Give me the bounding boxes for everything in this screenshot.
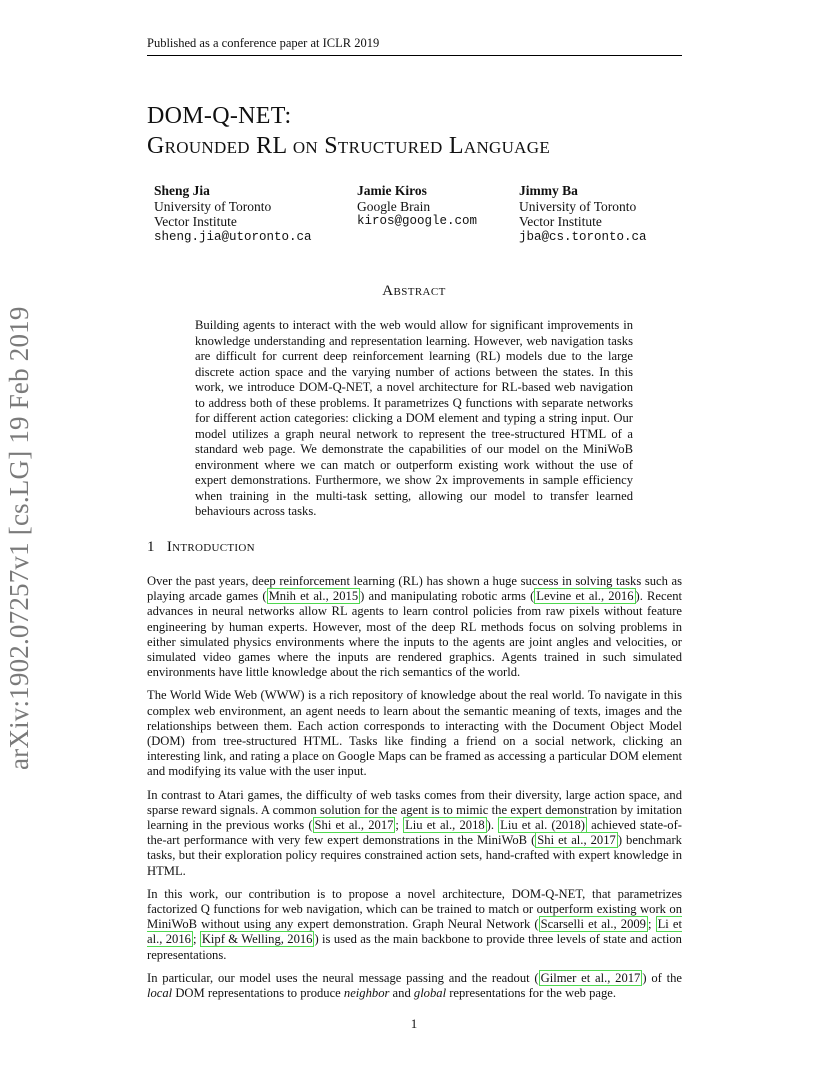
citation-link[interactable]: Shi et al., 2017 xyxy=(314,818,394,833)
citation-link[interactable]: Kipf & Welling, 2016 xyxy=(201,932,313,947)
paper-title-line2: Grounded RL on Structured Language xyxy=(147,133,551,159)
paper-title-line1: DOM-Q-NET: xyxy=(147,103,292,129)
citation-link[interactable]: Shi et al., 2017 xyxy=(537,833,616,848)
paragraph: In particular, our model uses the neural message passing and the readout ( Gilmer et al., 2017 ) of the local DOM representations to produce neighbor and global representations for the web page. xyxy=(147,970,682,1001)
author-affiliation: University of Toronto xyxy=(519,198,637,214)
paragraph: Over the past years, deep reinforcement learning (RL) has shown a huge success in solving tasks such as playing arcade games ( Mnih et al., 2015 ) and manipulating robotic arms ( Levine et al., 2016 ). Recent advances in neural networks allow RL agents to learn control policies from raw pixels without feature engineering by human experts. However, most of the deep RL methods focus on solving problems in either simulated physics environments where the inputs to the agents are joint angles and velocities, or simulated video games where the inputs are rendered graphics. Agents trained in such simulated environments have little knowledge about the rich semantics of the world. xyxy=(147,574,683,680)
section-title: Introduction xyxy=(166,539,255,555)
citation-link[interactable]: Mnih et al., 2015 xyxy=(268,589,359,604)
author-email: sheng.jia@utoronto.ca xyxy=(154,229,312,244)
section-number: 1 xyxy=(147,539,155,555)
citation-link[interactable]: Scarselli et al., 2009 xyxy=(540,917,646,932)
citation-link[interactable]: Liu et al. (2018) xyxy=(500,818,585,833)
citation-link[interactable]: Gilmer et al., 2017 xyxy=(540,970,641,985)
author-block xyxy=(154,183,312,245)
section-heading xyxy=(147,539,255,556)
author-name: Sheng Jia xyxy=(154,183,210,198)
author-name: Jimmy Ba xyxy=(519,183,578,198)
author-email: kiros@google.com xyxy=(357,214,478,228)
author-name: Jamie Kiros xyxy=(357,183,427,198)
page-number: 1 xyxy=(410,1016,418,1031)
author-affiliation: Vector Institute xyxy=(519,214,602,229)
author-affiliation: University of Toronto xyxy=(154,198,272,214)
author-affiliation: Google Brain xyxy=(357,198,431,214)
paragraph: The World Wide Web (WWW) is a rich repository of knowledge about the real world. To navigate in this complex web environment, an agent needs to learn about the semantic meaning of texts, images and the relationships between them. Each action corresponds to interacting with the Document Object Model (DOM) from tree-structured HTML. Tasks like finding a friend on a social network, clicking an interesting link, and rating a place on Google Maps can be framed as accessing a particular DOM element and modifying its value with the user input. xyxy=(147,688,682,779)
author-block xyxy=(519,183,647,245)
citation-link[interactable]: Levine et al., 2016 xyxy=(536,589,634,604)
citation-link[interactable]: Li et al., 2016 xyxy=(147,917,682,947)
paragraph: In this work, our contribution is to propose a novel architecture, DOM-Q-NET, that parametrizes factorized Q functions for web navigation, which can be trained to match or outperform existing work on MiniWoB without using any expert demonstration. Graph Neural Network ( Scarselli et al., 2009 ; Li et al., 2016 ; Kipf & Welling, 2016 ) is used as the main backbone to provide three levels of state and action representations. xyxy=(147,886,682,962)
body-text xyxy=(147,574,682,1009)
citation-link[interactable]: Liu et al., 2018 xyxy=(405,818,485,833)
author-affiliation: Vector Institute xyxy=(154,214,237,229)
abstract-heading: Abstract xyxy=(382,283,446,299)
running-header: Published as a conference paper at ICLR 2019 xyxy=(147,36,682,56)
arxiv-identifier: arXiv:1902.07257v1 [cs.LG] 19 Feb 2019 xyxy=(4,306,34,770)
author-block xyxy=(357,183,477,230)
author-email: jba@cs.toronto.ca xyxy=(519,229,647,244)
abstract-text: Building agents to interact with the web would allow for significant improvements in knowledge understanding and representation learning. However, web navigation tasks are difficult for current deep reinforcement learning (RL) models due to the large discrete action space and the varying number of actions between the states. In this work, we introduce DOM-Q-NET, a novel architecture for RL-based web navigation to address both of these problems. It parametrizes Q functions with separate networks for different action categories: clicking a DOM element and typing a string input. Our model utilizes a graph neural network to represent the tree-structured HTML of a standard web page. We demonstrate the capabilities of our model on the MiniWoB environment where we can match or outperform existing work without the use of expert demonstrations. Furthermore, we show 2x improvements in sample efficiency when training in the multi-task setting, allowing our model to transfer learned behaviours across tasks. xyxy=(195,318,633,518)
paragraph: In contrast to Atari games, the difficulty of web tasks comes from their diversity, large action space, and sparse reward signals. A common solution for the agent is to mimic the expert demonstration by imitation learning in the previous works ( Shi et al., 2017 ; Liu et al., 2018 ). Liu et al. (2018) achieved state-of-the-art performance with very few expert demonstrations in the MiniWoB ( Shi et al., 2017 ) benchmark tasks, but their exploration policy requires constrained action sets, hand-crafted with expert knowledge in HTML. xyxy=(147,787,682,878)
